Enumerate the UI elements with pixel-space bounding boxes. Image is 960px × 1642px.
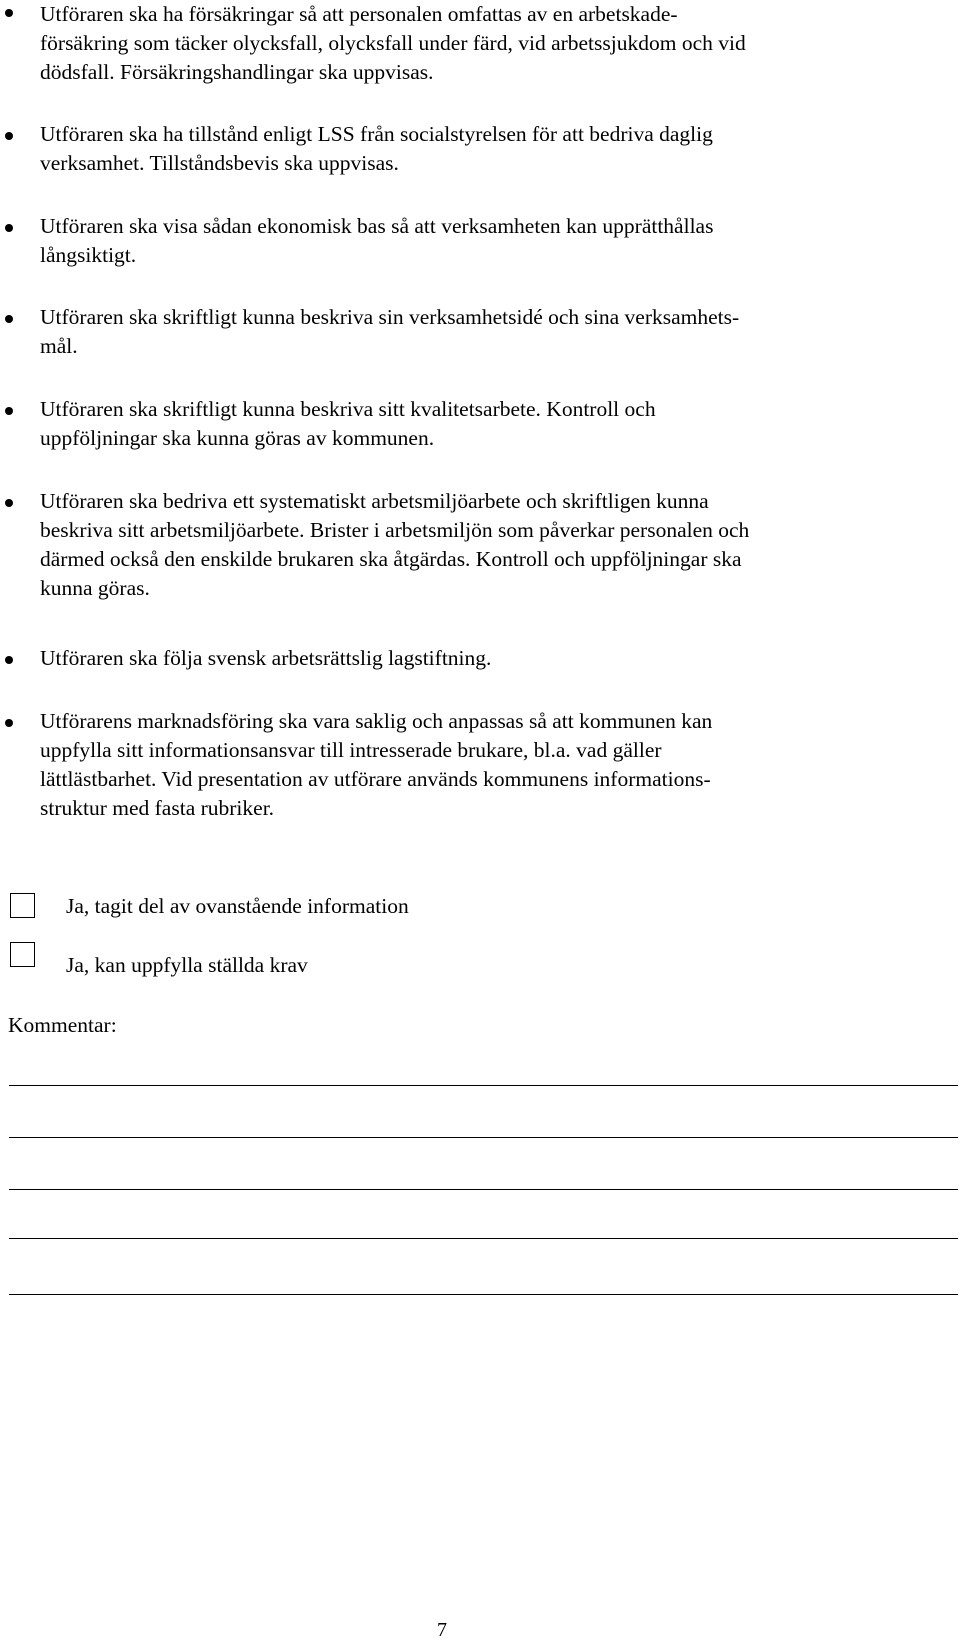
checkbox-box[interactable]: [10, 942, 35, 967]
bullet-icon: [5, 407, 13, 415]
list-item-text: långsiktigt.: [40, 243, 137, 267]
checkbox-informed[interactable]: [0, 893, 920, 925]
bullet-icon: [5, 719, 13, 727]
list-item-text: Utföraren ska skriftligt kunna beskriva sin verksamhetsidé och sina verksamhets-: [40, 305, 740, 329]
list-item-text: försäkring som täcker olycksfall, olycksfall under färd, vid arbetssjukdom och vid: [40, 31, 746, 55]
list-item-text: därmed också den enskilde brukaren ska åtgärdas. Kontroll och uppföljningar ska: [40, 547, 742, 571]
list-item-text: dödsfall. Försäkringshandlingar ska uppvisas.: [40, 60, 434, 84]
comment-line[interactable]: [9, 1189, 958, 1190]
list-item-text: kunna göras.: [40, 576, 150, 600]
comment-line[interactable]: [9, 1137, 958, 1138]
bullet-icon: [5, 132, 13, 140]
list-item-text: Utföraren ska visa sådan ekonomisk bas så att verksamheten kan upprätthållas: [40, 214, 714, 238]
checkbox-label: Ja, kan uppfylla ställda krav: [66, 953, 308, 977]
bullet-icon: [5, 9, 13, 17]
comment-label: Kommentar:: [8, 1013, 117, 1037]
comment-line[interactable]: [9, 1294, 958, 1295]
list-item-text: Utföraren ska ha försäkringar så att personalen omfattas av en arbetskade-: [40, 2, 678, 26]
list-item-text: Utföraren ska skriftligt kunna beskriva sitt kvalitetsarbete. Kontroll och: [40, 397, 656, 421]
page-number: 7: [437, 1619, 447, 1641]
comment-line[interactable]: [9, 1238, 958, 1239]
list-item-text: Utföraren ska bedriva ett systematiskt arbetsmiljöarbete och skriftligen kunna: [40, 489, 709, 513]
list-item-text: Utförarens marknadsföring ska vara saklig och anpassas så att kommunen kan: [40, 709, 713, 733]
list-item-text: beskriva sitt arbetsmiljöarbete. Brister i arbetsmiljön som påverkar personalen och: [40, 518, 750, 542]
list-item-text: verksamhet. Tillståndsbevis ska uppvisas.: [40, 151, 399, 175]
bullet-icon: [5, 224, 13, 232]
list-item-text: lättlästbarhet. Vid presentation av utförare används kommunens informations-: [40, 767, 711, 791]
comment-line[interactable]: [9, 1085, 958, 1086]
checkbox-can-fulfil[interactable]: [0, 942, 920, 977]
bullet-icon: [5, 656, 13, 664]
list-item-text: uppföljningar ska kunna göras av kommunen.: [40, 426, 435, 450]
list-item-text: mål.: [40, 334, 78, 358]
list-item-text: Utföraren ska följa svensk arbetsrättslig lagstiftning.: [40, 646, 492, 670]
list-item-text: uppfylla sitt informationsansvar till intresserade brukare, bl.a. vad gäller: [40, 738, 662, 762]
bullet-icon: [5, 315, 13, 323]
checkbox-label: Ja, tagit del av ovanstående information: [66, 894, 409, 918]
list-item-text: Utföraren ska ha tillstånd enligt LSS från socialstyrelsen för att bedriva daglig: [40, 122, 713, 146]
list-item-text: struktur med fasta rubriker.: [40, 796, 275, 820]
checkbox-box[interactable]: [10, 893, 35, 918]
bullet-icon: [5, 499, 13, 507]
